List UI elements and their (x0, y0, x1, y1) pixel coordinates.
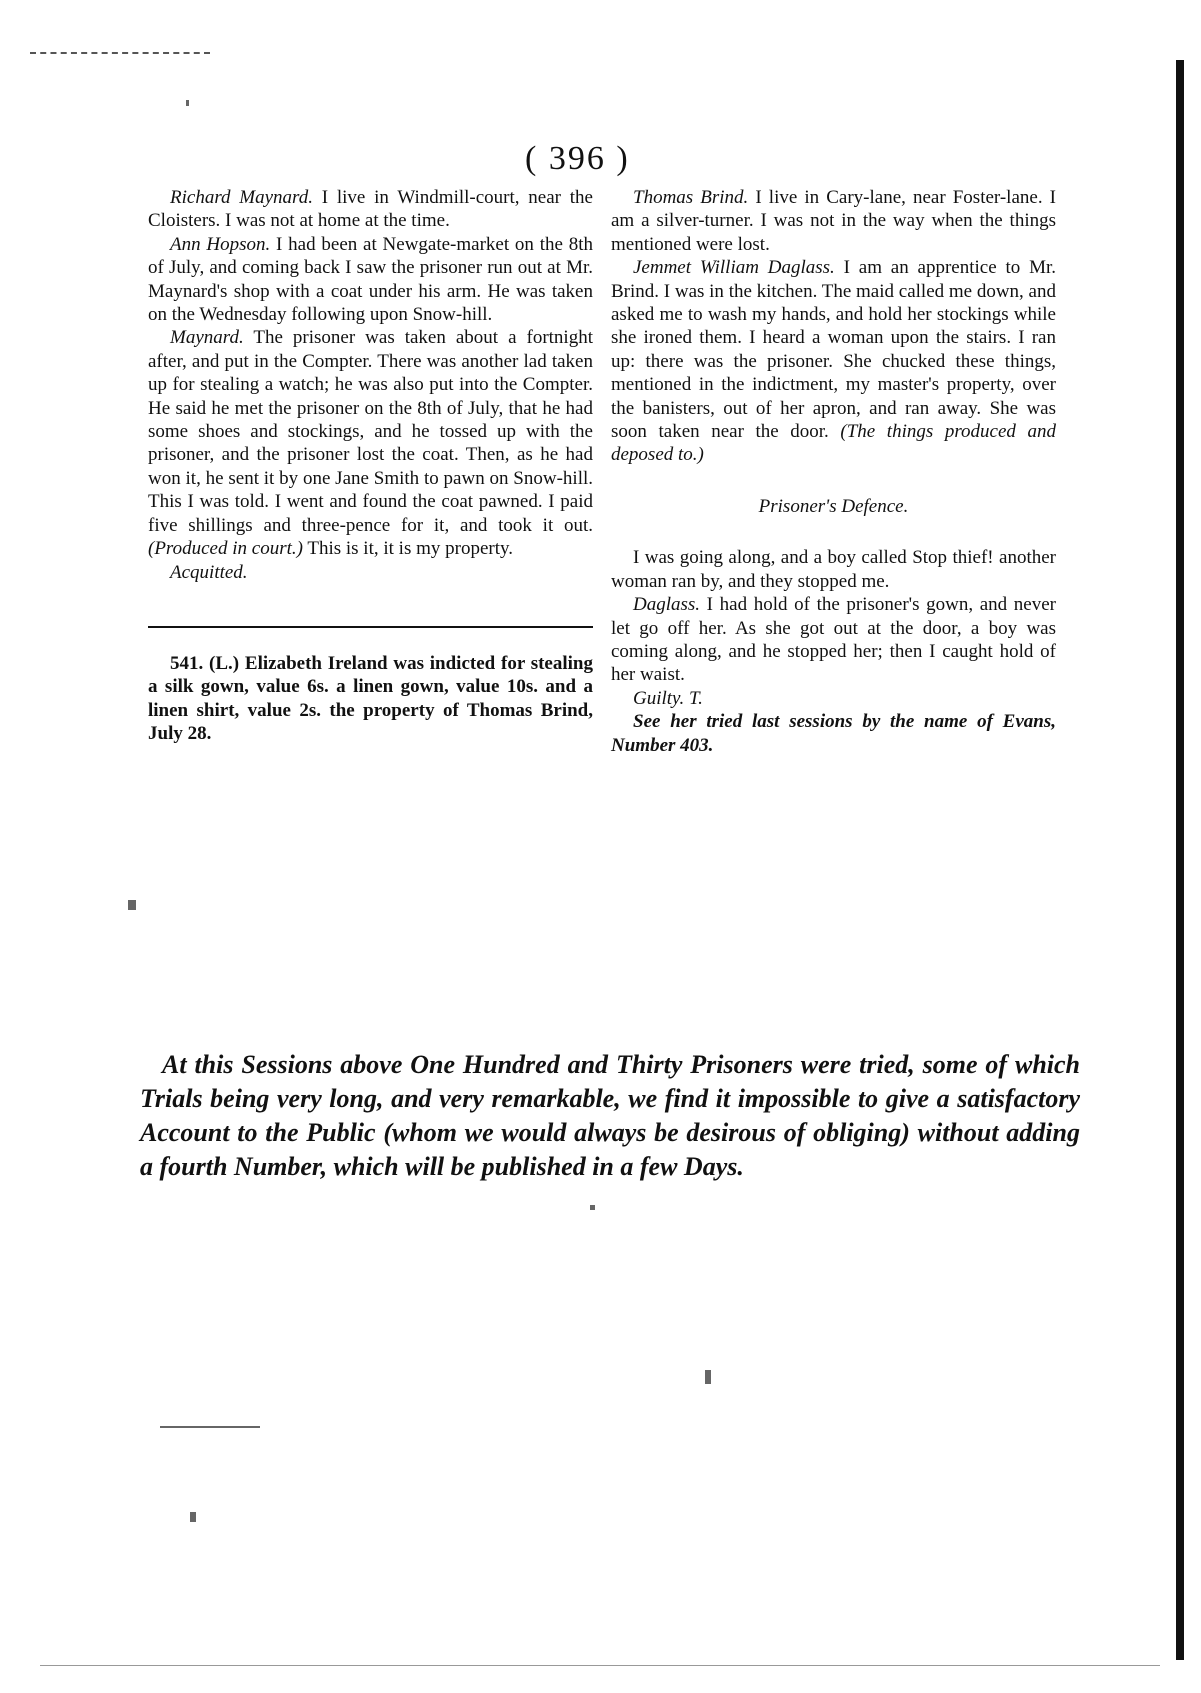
right-edge-rule (1176, 60, 1184, 1660)
scan-speck (40, 1665, 1160, 1666)
defence-paragraph: I was going along, and a boy called Stop thief! another woman ran by, and they stopped me. (611, 547, 1056, 592)
top-edge-specks (30, 52, 210, 58)
scan-speck (590, 1205, 595, 1210)
testimony-paragraph (611, 186, 1056, 256)
verdict-acquitted: Acquitted. (170, 561, 248, 583)
scan-speck (160, 1426, 260, 1428)
scan-speck (190, 1512, 196, 1522)
speaker-name: Daglass. (633, 594, 701, 616)
speaker-name: Jemmet William Daglass. (633, 257, 835, 279)
speaker-name: Ann Hopson. (170, 233, 271, 255)
scan-speck (186, 100, 189, 106)
testimony-text: I had hold of the prisoner's gown, and never let go off her. As she got out at the door, a boy was coming along, and he stopped her; then I caught hold of her waist. (611, 594, 1056, 686)
indictment-paragraph: 541. (L.) Elizabeth Ireland was indicted for stealing a silk gown, value 6s. a linen gown, value 10s. and a linen shirt, value 2s. the property of Thomas Brind, July 28. (148, 652, 593, 745)
court-aside: (Produced in court.) (148, 538, 303, 560)
scan-speck (128, 900, 136, 910)
testimony-paragraph (611, 256, 1056, 467)
testimony-text: I live in Windmill-court, near the Cloisters. I was not at home at the time. (148, 187, 593, 232)
page-number: ( 396 ) (525, 140, 630, 177)
testimony-paragraph (148, 326, 593, 560)
testimony-text: I live in Cary-lane, near Foster-lane. I am a silver-turner. I was not in the way when the things mentioned were lost. (611, 187, 1056, 255)
testimony-paragraph (148, 233, 593, 327)
verdict-guilty: Guilty. T. (633, 687, 703, 709)
sessions-notice: At this Sessions above One Hundred and Thirty Prisoners were tried, some of which Trials being very long, and very remarkable, we find it impossible to give a satisfactory Account to the Public (whom we would always be desirous of obliging) without adding a fourth Number, which will be published in a few Days. (140, 1050, 1080, 1181)
speaker-name: Maynard. (170, 327, 244, 349)
speaker-name: Thomas Brind. (633, 187, 749, 208)
defence-heading: Prisoner's Defence. (758, 495, 909, 517)
testimony-paragraph (148, 186, 593, 233)
testimony-text-after: This is it, it is my property. (302, 538, 514, 560)
testimony-text: I am an apprentice to Mr. Brind. I was in the kitchen. The maid called me down, and asked me to wash my hands, and hold her stockings while she ironed them. I heard a woman upon the stairs. I ran up: there was the prisoner. She chucked these things, mentioned in the indictment, my master's property, over the banisters, out of her apron, and ran away. She was soon taken near the door. (611, 257, 1056, 443)
section-divider (148, 626, 593, 628)
speaker-name: Richard Maynard. (170, 187, 313, 208)
testimony-paragraph (611, 593, 1056, 687)
right-column (611, 186, 1056, 757)
court-aside: (The things produced and deposed to.) (611, 421, 1056, 466)
left-column (148, 186, 593, 746)
scan-speck (705, 1370, 711, 1384)
tried-note: See her tried last sessions by the name of Evans, Number 403. (611, 711, 1056, 756)
testimony-text: I had been at Newgate-market on the 8th of July, and coming back I saw the prisoner run out at Mr. Maynard's shop with a coat under his arm. He was taken on the Wednesday following upon Snow-hill. (148, 233, 593, 326)
testimony-text: The prisoner was taken about a fortnight after, and put in the Compter. There was another lad taken up for stealing a watch; he was also put into the Compter. He said he met the prisoner on the 8th of July, that he had some shoes and stockings, and he tossed up with the prisoner, and the prisoner lost the coat. Then, as he had won it, he sent it by one Jane Smith to pawn on Snow-hill. This I was told. I went and found the coat pawned. I paid five shillings and three-pence for it, and took it out. (148, 327, 593, 536)
